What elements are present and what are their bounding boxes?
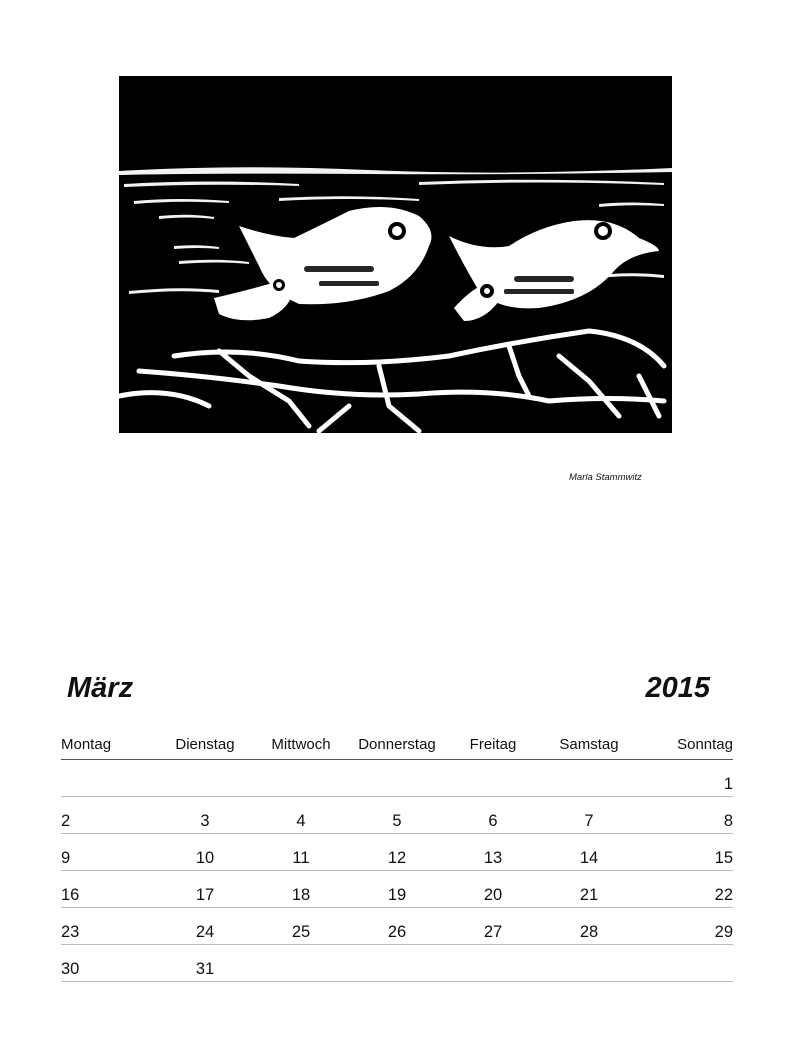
day-cell: 26 [349,908,445,945]
day-cell [157,760,253,797]
day-cell: 7 [541,797,637,834]
day-cell: 19 [349,871,445,908]
day-cell: 20 [445,871,541,908]
day-cell [349,945,445,982]
day-cell: 15 [637,834,733,871]
day-cell: 18 [253,871,349,908]
day-cell [445,945,541,982]
month-title: März [67,672,134,704]
week-row [61,834,733,871]
day-cell: 25 [253,908,349,945]
day-cell: 29 [637,908,733,945]
weekday-wednesday: Mittwoch [253,730,349,760]
year-title: 2015 [645,672,710,704]
day-cell: 6 [445,797,541,834]
day-cell: 11 [253,834,349,871]
day-cell [637,945,733,982]
day-cell: 3 [157,797,253,834]
day-cell: 8 [637,797,733,834]
weekday-sunday: Sonntag [637,730,733,760]
day-cell: 14 [541,834,637,871]
day-cell: 31 [157,945,253,982]
day-cell: 10 [157,834,253,871]
weekday-tuesday: Dienstag [157,730,253,760]
day-cell [253,760,349,797]
day-cell [541,945,637,982]
week-row [61,797,733,834]
day-cell: 1 [637,760,733,797]
day-cell: 27 [445,908,541,945]
weekday-thursday: Donnerstag [349,730,445,760]
day-cell: 22 [637,871,733,908]
artist-caption: Marla Stammwitz [569,472,642,483]
week-row [61,871,733,908]
day-cell: 13 [445,834,541,871]
day-cell: 4 [253,797,349,834]
day-cell [61,760,157,797]
day-cell: 23 [61,908,157,945]
day-cell [541,760,637,797]
day-cell: 2 [61,797,157,834]
weekday-friday: Freitag [445,730,541,760]
week-row [61,760,733,797]
weekday-monday: Montag [61,730,157,760]
day-cell [349,760,445,797]
day-cell: 17 [157,871,253,908]
woodcut-ducks-illustration [119,76,672,433]
day-cell: 5 [349,797,445,834]
day-cell: 12 [349,834,445,871]
day-cell: 24 [157,908,253,945]
day-cell: 9 [61,834,157,871]
day-cell [253,945,349,982]
weekday-header-row [61,730,733,760]
day-cell: 28 [541,908,637,945]
weekday-saturday: Samstag [541,730,637,760]
week-row [61,908,733,945]
day-cell: 30 [61,945,157,982]
day-cell [445,760,541,797]
day-cell: 21 [541,871,637,908]
day-cell: 16 [61,871,157,908]
week-row [61,945,733,982]
calendar-table [61,730,733,982]
